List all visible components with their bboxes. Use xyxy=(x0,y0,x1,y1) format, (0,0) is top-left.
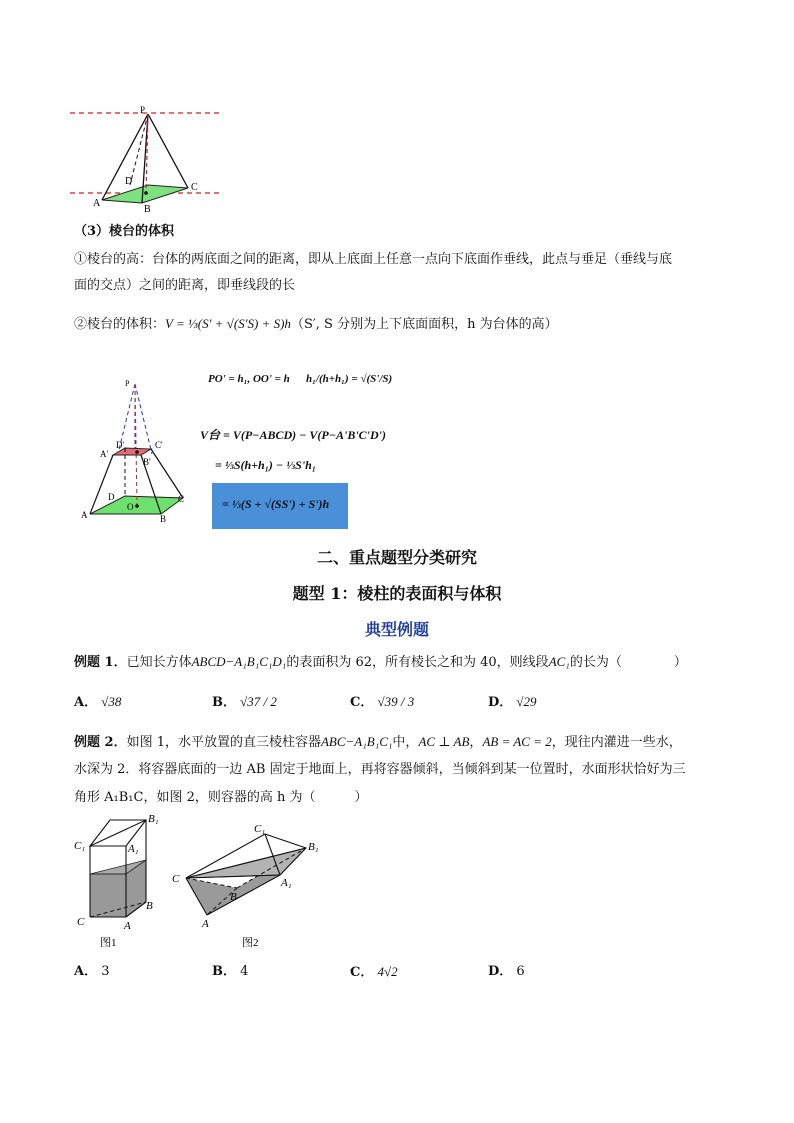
label-a: A xyxy=(93,198,101,209)
prism-figure-1 xyxy=(70,812,165,952)
frustum-eq4: = ⅓S(h+h₁) − ⅓S'h₁ xyxy=(215,458,317,472)
fig1-caption: 图1 xyxy=(100,937,117,949)
section3-title: （3）棱台的体积 xyxy=(74,224,175,239)
example2-cond1: AC ⊥ AB xyxy=(418,734,470,749)
option-key: C． xyxy=(350,965,374,980)
example2-option-c[interactable] xyxy=(350,962,398,983)
example1-text-c: 的长为（ ） xyxy=(569,655,687,670)
label-d-prime: D' xyxy=(116,440,125,450)
label-a: A xyxy=(124,920,131,932)
option-value: √37 / 2 xyxy=(240,694,277,709)
example2-cond2: AB = AC = 2 xyxy=(482,734,552,749)
option-key: A． xyxy=(74,695,98,710)
label-a-prime: A' xyxy=(100,449,109,459)
example2-sep: ， xyxy=(469,735,483,750)
label-c1-2: C₁ xyxy=(254,823,266,835)
example1-option-b[interactable] xyxy=(212,692,277,713)
example1-label: 例题 1． xyxy=(74,655,127,670)
fig2-caption: 图2 xyxy=(242,937,259,949)
label-p: P xyxy=(140,105,146,115)
pyramid-figure xyxy=(60,100,230,215)
label-b1-2: B₁ xyxy=(308,841,319,853)
example2-option-d[interactable] xyxy=(488,962,525,982)
volume-formula: V = ⅓(S′ + √(S′S) + S)h xyxy=(165,316,291,331)
part2-heading: 二、重点题型分类研究 xyxy=(316,548,477,567)
label-a-2: A xyxy=(202,918,209,930)
frustum-eq2: h₁/(h+h₁) = √(S'/S) xyxy=(306,373,393,385)
height-definition-line1: ①棱台的高：台体的两底面之间的距离，即从上底面上任意一点向下底面作垂线，此点与垂足（垂线与底 xyxy=(74,252,673,267)
label-c: C xyxy=(77,916,85,928)
formula-box xyxy=(212,483,348,529)
frustum-eq1: PO' = h₁, OO' = h xyxy=(208,373,290,385)
option-value: √38 xyxy=(101,694,122,709)
label-b2: B xyxy=(160,514,167,522)
label-a1-2: A₁ xyxy=(281,877,292,889)
example2-line1-c: ，现往内灌进一些水， xyxy=(551,735,682,750)
label-c: C xyxy=(191,182,198,193)
example2-line1-a: 如图 1，水平放置的直三棱柱容器 xyxy=(126,735,321,750)
frustum-eq5: = ⅓(S + √(SS') + S')h xyxy=(222,497,330,511)
label-c-2: C xyxy=(172,873,180,885)
label-b1: B₁ xyxy=(148,813,159,825)
height-definition-line2: 面的交点）之间的距离，即垂线段的长 xyxy=(74,278,296,293)
label-b-prime: B' xyxy=(143,457,151,467)
option-value: 6 xyxy=(516,964,525,979)
option-key: B． xyxy=(212,695,236,710)
option-key: D． xyxy=(488,695,513,710)
option-key: D． xyxy=(488,964,513,979)
option-key: C． xyxy=(350,695,374,710)
option-value: √29 xyxy=(516,694,537,709)
example2-option-b[interactable] xyxy=(212,962,248,982)
example2-option-a[interactable] xyxy=(74,962,110,982)
volume-line xyxy=(74,314,558,335)
volume-prefix: ②棱台的体积： xyxy=(74,317,166,332)
example2-line2: 水深为 2．将容器底面的一边 AB 固定于地面上，再将容器倾斜，当倾斜到某一位置时，水面形状恰好为三 xyxy=(74,762,686,777)
frustum-figure xyxy=(75,372,200,522)
volume-note: （S′, S 分别为上下底面面积，h 为台体的高） xyxy=(290,317,558,332)
example1-solid: ABCD−A₁B₁C₁D₁ xyxy=(191,654,287,669)
option-key: A． xyxy=(74,964,98,979)
label-a1: A₁ xyxy=(128,843,139,855)
example2-line1-b: 中， xyxy=(392,735,419,750)
label-d: D xyxy=(125,176,133,187)
option-value: 4√2 xyxy=(377,964,398,979)
example1-question xyxy=(74,652,687,673)
option-value: 4 xyxy=(240,964,249,979)
example1-text-a: 已知长方体 xyxy=(126,655,192,670)
example1-option-c[interactable] xyxy=(350,692,414,713)
example2-line3: 角形 A₁B₁C，如图 2，则容器的高 h 为（ ） xyxy=(74,790,368,805)
label-a2: A xyxy=(81,510,88,520)
option-value: 3 xyxy=(101,964,110,979)
example2-label: 例题 2． xyxy=(74,735,127,750)
option-value: √39 / 3 xyxy=(377,694,415,709)
example2-line1 xyxy=(74,732,682,753)
example1-option-a[interactable] xyxy=(74,692,121,713)
label-o: O xyxy=(127,502,134,512)
label-d2: D xyxy=(108,492,115,502)
label-b-2: B xyxy=(230,891,237,903)
example1-text-b: 的表面积为 62，所有棱长之和为 40，则线段 xyxy=(286,655,549,670)
label-b: B xyxy=(144,204,151,215)
type1-heading: 题型 1：棱柱的表面积与体积 xyxy=(292,584,502,603)
label-c1: C₁ xyxy=(74,840,86,852)
prism-figure-2 xyxy=(170,820,330,952)
example1-segment: AC₁ xyxy=(548,654,570,669)
example2-solid: ABC−A₁B₁C₁ xyxy=(320,734,393,749)
typical-examples-heading: 典型例题 xyxy=(364,620,429,639)
label-b: B xyxy=(146,900,153,912)
label-c2: C xyxy=(178,494,185,504)
label-c-prime: C' xyxy=(155,440,163,450)
option-key: B． xyxy=(212,964,236,979)
frustum-eq3: V台 = V(P−ABCD) − V(P−A'B'C'D') xyxy=(200,428,387,442)
example1-option-d[interactable] xyxy=(488,692,537,713)
label-p2: P xyxy=(125,379,130,388)
